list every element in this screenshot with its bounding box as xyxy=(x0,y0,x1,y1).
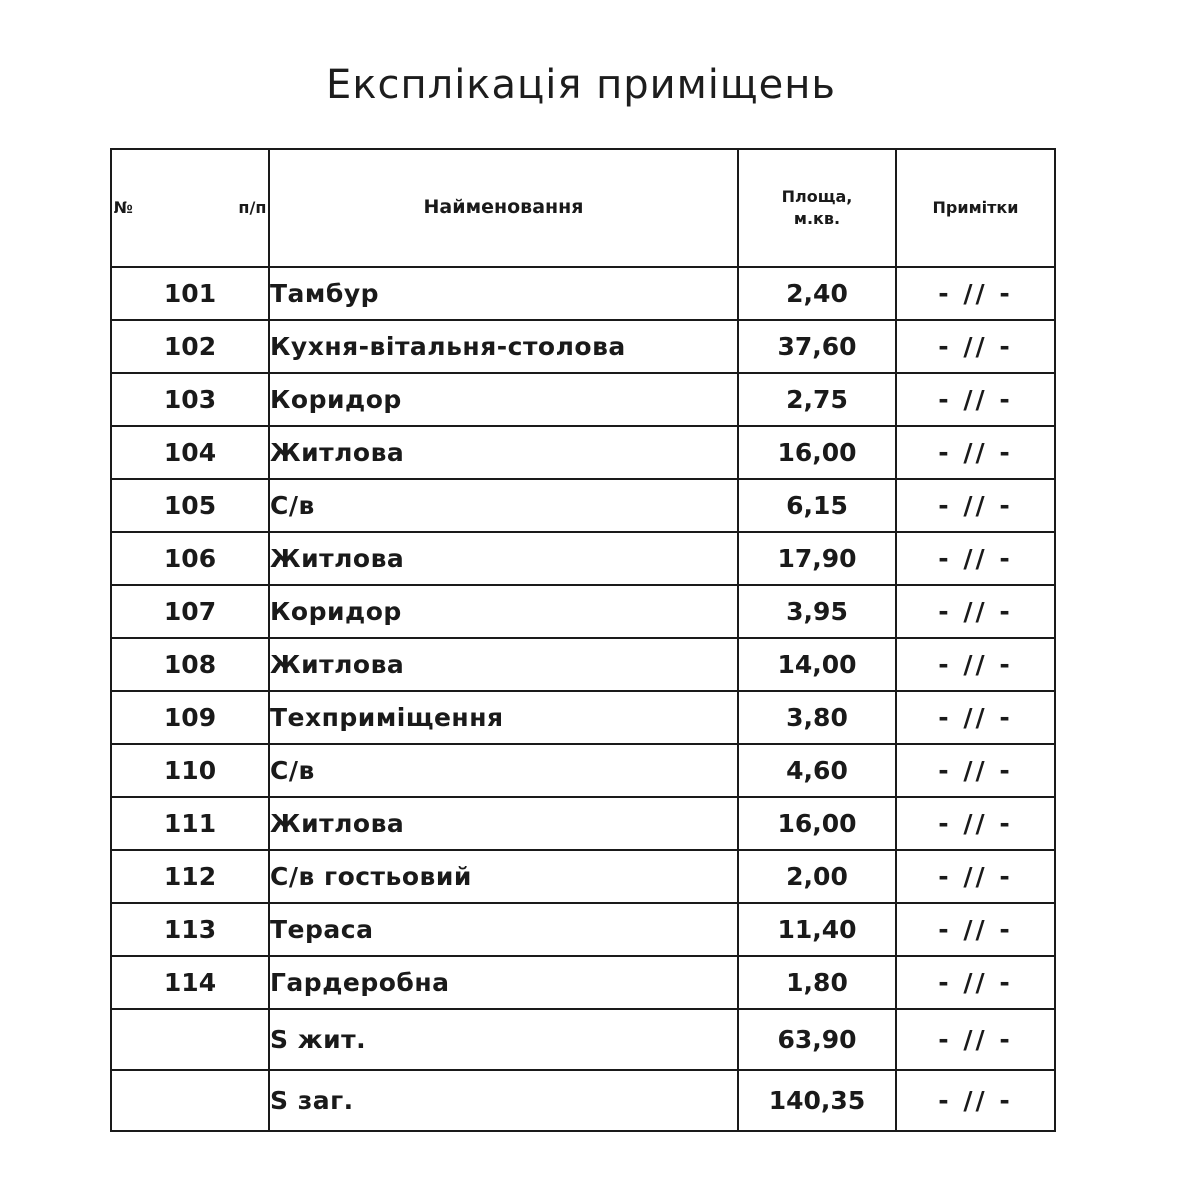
room-number: 108 xyxy=(111,638,269,691)
room-name: Коридор xyxy=(269,373,738,426)
room-note: - // - xyxy=(896,426,1055,479)
room-name: S заг. xyxy=(269,1070,738,1131)
room-number: 106 xyxy=(111,532,269,585)
table-row xyxy=(111,956,1055,1009)
table-row xyxy=(111,797,1055,850)
room-note: - // - xyxy=(896,956,1055,1009)
room-area: 4,60 xyxy=(738,744,896,797)
room-name: S жит. xyxy=(269,1009,738,1070)
table-header-row xyxy=(111,149,1055,267)
room-area: 17,90 xyxy=(738,532,896,585)
room-number xyxy=(111,1009,269,1070)
room-area: 1,80 xyxy=(738,956,896,1009)
room-note: - // - xyxy=(896,532,1055,585)
room-name: Житлова xyxy=(269,532,738,585)
room-name: Коридор xyxy=(269,585,738,638)
totals-row xyxy=(111,1009,1055,1070)
room-name: Кухня-вітальня-столова xyxy=(269,320,738,373)
room-note: - // - xyxy=(896,267,1055,320)
room-number: 102 xyxy=(111,320,269,373)
room-name: Тераса xyxy=(269,903,738,956)
room-note: - // - xyxy=(896,1070,1055,1131)
header-name: Найменовання xyxy=(269,149,738,267)
room-number: 101 xyxy=(111,267,269,320)
room-name: С/в xyxy=(269,479,738,532)
room-note: - // - xyxy=(896,744,1055,797)
room-note: - // - xyxy=(896,797,1055,850)
room-note: - // - xyxy=(896,903,1055,956)
room-area: 63,90 xyxy=(738,1009,896,1070)
room-number: 112 xyxy=(111,850,269,903)
room-note: - // - xyxy=(896,691,1055,744)
room-number: 104 xyxy=(111,426,269,479)
room-note: - // - xyxy=(896,1009,1055,1070)
room-area: 37,60 xyxy=(738,320,896,373)
room-number: 111 xyxy=(111,797,269,850)
room-number: 110 xyxy=(111,744,269,797)
room-name: Житлова xyxy=(269,797,738,850)
room-note: - // - xyxy=(896,479,1055,532)
room-name: Житлова xyxy=(269,426,738,479)
table-row xyxy=(111,267,1055,320)
room-explication-table xyxy=(110,148,1056,1132)
room-area: 3,95 xyxy=(738,585,896,638)
table-row xyxy=(111,373,1055,426)
table-row xyxy=(111,691,1055,744)
header-notes: Примітки xyxy=(896,149,1055,267)
room-note: - // - xyxy=(896,850,1055,903)
document-title: Експлікація приміщень xyxy=(326,62,836,108)
room-area: 140,35 xyxy=(738,1070,896,1131)
room-number: 114 xyxy=(111,956,269,1009)
room-number: 103 xyxy=(111,373,269,426)
room-area: 3,80 xyxy=(738,691,896,744)
room-number: 105 xyxy=(111,479,269,532)
room-name: Житлова xyxy=(269,638,738,691)
room-area: 11,40 xyxy=(738,903,896,956)
room-name: С/в xyxy=(269,744,738,797)
room-number: 107 xyxy=(111,585,269,638)
room-note: - // - xyxy=(896,638,1055,691)
room-area: 14,00 xyxy=(738,638,896,691)
room-area: 2,40 xyxy=(738,267,896,320)
room-name: Гардеробна xyxy=(269,956,738,1009)
table-row xyxy=(111,744,1055,797)
table-row xyxy=(111,585,1055,638)
room-name: Техприміщення xyxy=(269,691,738,744)
table-row xyxy=(111,426,1055,479)
table-row xyxy=(111,850,1055,903)
table-row xyxy=(111,532,1055,585)
table-row xyxy=(111,638,1055,691)
room-name: С/в гостьовий xyxy=(269,850,738,903)
room-note: - // - xyxy=(896,320,1055,373)
table-row xyxy=(111,903,1055,956)
room-note: - // - xyxy=(896,585,1055,638)
table-row xyxy=(111,479,1055,532)
totals-row xyxy=(111,1070,1055,1131)
room-area: 16,00 xyxy=(738,426,896,479)
room-area: 2,00 xyxy=(738,850,896,903)
room-number: 113 xyxy=(111,903,269,956)
header-area: Площа, м.кв. xyxy=(738,149,896,267)
room-number: 109 xyxy=(111,691,269,744)
header-number: № п/п xyxy=(111,149,269,267)
room-area: 2,75 xyxy=(738,373,896,426)
room-area: 6,15 xyxy=(738,479,896,532)
table-row xyxy=(111,320,1055,373)
room-note: - // - xyxy=(896,373,1055,426)
table-body xyxy=(111,267,1055,1131)
room-number xyxy=(111,1070,269,1131)
room-name: Тамбур xyxy=(269,267,738,320)
room-area: 16,00 xyxy=(738,797,896,850)
